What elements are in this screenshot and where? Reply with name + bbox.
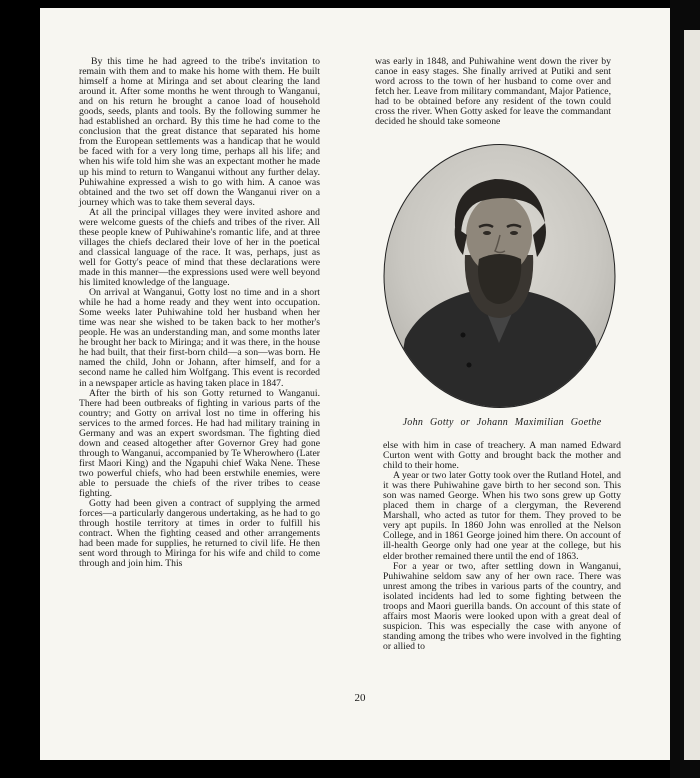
portrait-image [383, 143, 616, 409]
right-text-column-bottom [383, 441, 621, 652]
paragraph: A year or two later Gotty took over the Rutland Hotel, and it was there Puhiwahine gave birth to her second son. This son was named George. When his two sons grew up Gotty placed them in charge of a clergyman, the Reverend Marshall, who acted as tutor for them. They proved to be very apt pupils. In 1860 John was enrolled at the Nelson College, and in 1861 George joined him there. On account of ill-health George only had one year at the college, but his elder brother remained there until the end of 1863. [383, 470, 621, 562]
paragraph: On arrival at Wanganui, Gotty lost no time and in a short while he had a home ready and they went into occupation. Some weeks later Puhiwahine told her husband when her time was near she wished to be taken back to her mother's people. He was an understanding man, and some months later he brought her back to Miringa; and it was there, in the house he had built, that their first-born child—a son—was born. He named the child, John or Johann, after himself, and for a second name he called him Wolfgang. This event is recorded in a newspaper article as having taken place in 1847. [79, 287, 320, 389]
paragraph: else with him in case of treachery. A man named Edward Curton went with Gotty and brought back the mother and child to their home. [383, 440, 621, 472]
portrait-caption: John Gotty or Johann Maximilian Goethe [402, 417, 602, 428]
paragraph: Gotty had been given a contract of supplying the armed forces—a particularly dangerous undertaking, as he had to go through hostile territory at times in order to fulfill his contract. When the fighting ceased and other arrangements had been made for supplies, he returned to civil life. He then sent word through to Miringa for his wife and child to come through and join him. This [79, 498, 320, 570]
page-number: 20 [354, 692, 366, 704]
portrait-photo [383, 143, 616, 409]
paragraph: was early in 1848, and Puhiwahine went down the river by canoe in easy stages. She finally arrived at Putiki and sent word across to the town of her husband to come over and fetch her. Leave from military commandant, Major Patience, had to be obtained before any resident of the town could cross the river. When Gotty asked for leave the commandant decided he should take someone [375, 56, 611, 128]
paragraph: By this time he had agreed to the tribe's invitation to remain with them and to make his home with them. He built himself a home at Miringa and set about clearing the land around it. After some months he went through to Wanganui, and on his return he brought a canoe load of household goods, seeds, plants and tools. By the following summer he had established an orchard. By this time he had come to the conclusion that the great distance that separated his home from the European settlements was a handicap that he would be faced with for a very long time, perhaps all his life; and when his wife told him she was an expectant mother he made up his mind to return to Wanganui without any further delay. Puhiwahine expressed a wish to go with him. A canoe was obtained and the two set off down the Wanganui river on a journey which was to take them several days. [79, 56, 320, 208]
paragraph: After the birth of his son Gotty returned to Wanganui. There had been outbreaks of fighting in various parts of the country; and Gotty on arrival lost no time in offering his services to the armed forces. He had had military training in Germany and was an expert swordsman. The fighting died down and ceased altogether after Governor Grey had gone through to Wanganui, accompanied by Te Wherowhero (Later first Maori King) and the Ngapuhi chief Waka Nene. These two powerful chiefs, who had been erstwhile enemies, were able to persuade the chiefs of the river tribes to cease fighting. [79, 387, 320, 500]
facing-page-edge [684, 30, 700, 760]
right-text-column-top [375, 57, 611, 127]
paragraph: For a year or two, after settling down in Wanganui, Puhiwahine seldom saw any of her own race. There was unrest among the tribes in various parts of the country, and isolated incidents had led to some fighting between the troops and Maori guerilla bands. On account of this state of affairs most Maoris were looked upon with a great deal of suspicion. This was especially the case with anyone of standing among the tribes who were involved in the fighting or allied to [383, 560, 621, 652]
left-text-column [79, 57, 320, 569]
paragraph: At all the principal villages they were invited ashore and were welcome guests of the chiefs and tribes of the river. All these people knew of Puhiwahine's romantic life, and at three villages the chiefs declared their love of her in the poetical and classical language of the race. It was, perhaps, just as well for Gotty's peace of mind that these declarations were made in this manner—the expressions used were well beyond his limited knowledge of the language. [79, 206, 320, 289]
